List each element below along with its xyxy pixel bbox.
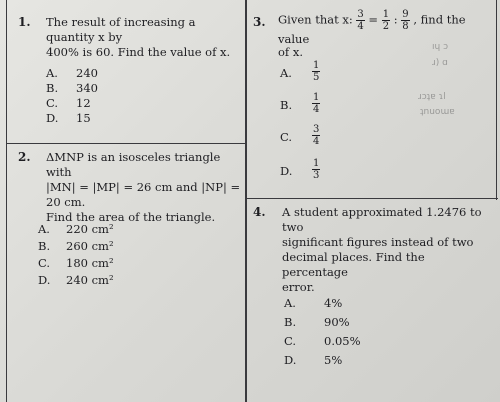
option-label: A.: [280, 66, 292, 80]
option-value: 90%: [324, 315, 350, 329]
option-value: 240 cm²: [66, 273, 114, 287]
showthrough-text: ɹɔʇɐ ɿl: [418, 92, 446, 102]
option-fraction: $\frac{1}{3}$: [313, 158, 320, 181]
option-value: 5%: [324, 353, 343, 367]
option-label: D.: [38, 273, 51, 287]
question-3-text: Given that x: $\frac{3}{4}$ = $\frac{1}{2}$ : $\frac{9}{8}$ , find the value of x.: [278, 9, 466, 59]
showthrough-text: ɹ) ɑ: [432, 58, 448, 68]
question-1-number: 1.: [18, 15, 31, 29]
option-label: B.: [38, 239, 51, 253]
question-2-number: 2.: [18, 150, 31, 164]
option-value: 180 cm²: [66, 256, 114, 270]
option-value: 12: [76, 96, 91, 110]
option-fraction: $\frac{3}{4}$: [313, 124, 320, 147]
option-label: B.: [46, 81, 59, 95]
option-fraction: $\frac{1}{4}$: [313, 92, 320, 115]
option-fraction: $\frac{1}{5}$: [313, 60, 320, 83]
option-label: D.: [280, 164, 293, 178]
question-4-text: A student approximated 1.2476 to two significant figures instead of two decimal places. Find the percentage error.: [282, 205, 482, 294]
option-label: C.: [284, 334, 297, 348]
option-value: 0.05%: [324, 334, 361, 348]
question-2-text: ΔMNP is an isosceles triangle with |MN| = |MP| = 26 cm and |NP| = 20 cm. Find the area of the triangle.: [46, 150, 241, 224]
option-label: D.: [46, 111, 59, 125]
option-label: C.: [46, 96, 59, 110]
showthrough-text: ıɥ ɔ: [432, 42, 449, 52]
option-value: 240: [76, 66, 98, 80]
column-divider: [245, 0, 247, 402]
option-value: 4%: [324, 296, 343, 310]
showthrough-text: ʇnuoɯɐ: [420, 107, 455, 117]
option-label: A.: [284, 296, 296, 310]
option-label: B.: [284, 315, 297, 329]
option-label: D.: [284, 353, 297, 367]
option-label: C.: [38, 256, 51, 270]
question-3-number: 3.: [253, 15, 266, 29]
fraction: $\frac{3}{4}$: [357, 9, 364, 32]
option-value: 340: [76, 81, 98, 95]
left-margin-line: [6, 0, 7, 402]
option-value: 15: [76, 111, 91, 125]
fraction: $\frac{1}{2}$: [382, 9, 390, 32]
option-label: A.: [38, 222, 50, 236]
question-4-number: 4.: [253, 205, 266, 219]
option-value: 260 cm²: [66, 239, 114, 253]
option-value: 220 cm²: [66, 222, 114, 236]
option-label: A.: [46, 66, 58, 80]
question-1-text: The result of increasing a quantity x by 400% is 60. Find the value of x.: [46, 15, 231, 59]
row-divider-right: [246, 198, 498, 199]
row-divider-left: [6, 143, 246, 144]
right-margin-line: [496, 0, 497, 200]
option-label: B.: [280, 98, 293, 112]
fraction: $\frac{9}{8}$: [402, 9, 409, 32]
option-label: C.: [280, 130, 293, 144]
